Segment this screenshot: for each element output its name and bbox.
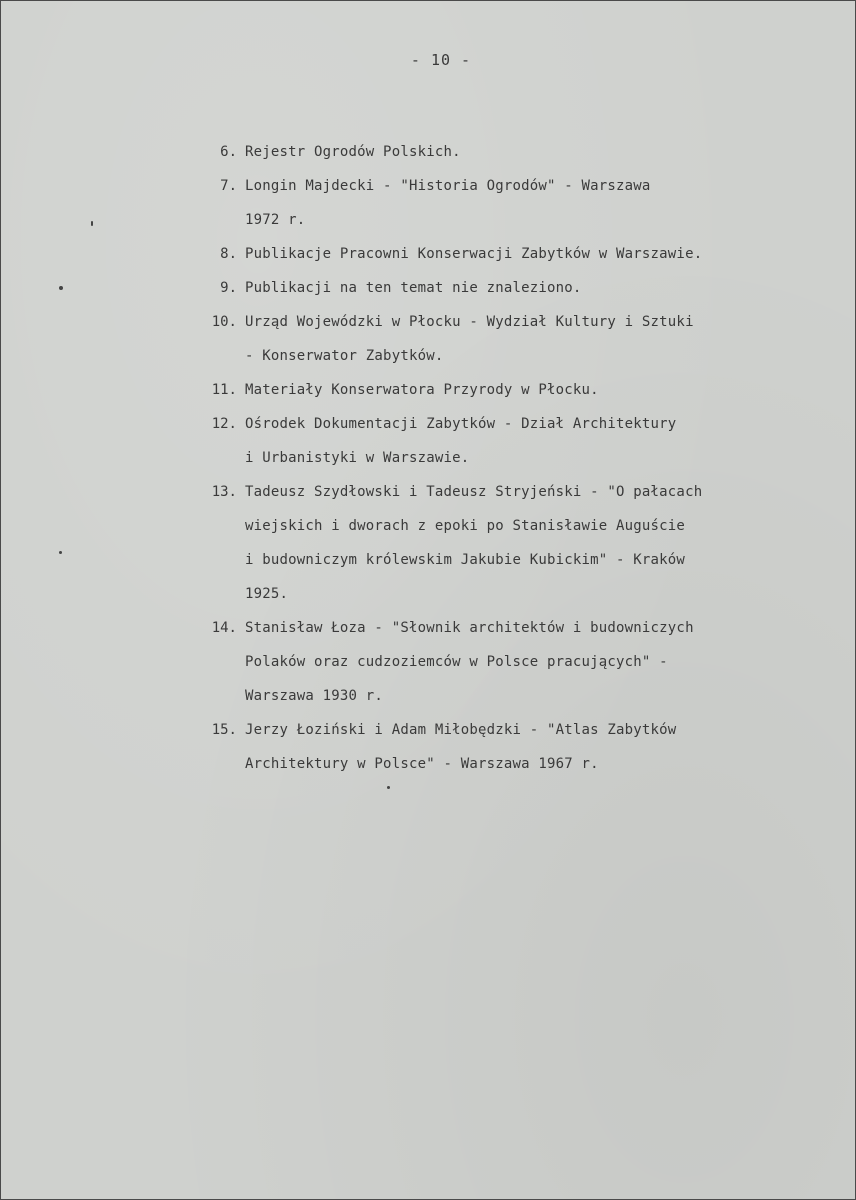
entry-text: Warszawa 1930 r. xyxy=(245,688,384,704)
entry-text: i budowniczym królewskim Jakubie Kubickim" - Kraków xyxy=(245,552,686,568)
entry-text: Publikacje Pracowni Konserwacji Zabytków w Warszawie. xyxy=(245,246,703,262)
entry-number: 7. xyxy=(220,178,237,194)
entry-text: Rejestr Ogrodów Polskich. xyxy=(245,144,461,160)
page-number: - 10 - xyxy=(410,51,472,69)
list-item xyxy=(201,305,821,373)
list-item xyxy=(201,169,821,237)
entry-text: i Urbanistyki w Warszawie. xyxy=(245,450,470,466)
ink-speck xyxy=(91,221,93,226)
entry-text: wiejskich i dworach z epoki po Stanisławie Auguście xyxy=(245,518,686,534)
entry-number: 11. xyxy=(211,382,237,398)
list-item xyxy=(201,135,821,169)
entry-number: 12. xyxy=(211,416,237,432)
entry-number: 13. xyxy=(211,484,237,500)
entry-number: 15. xyxy=(211,722,237,738)
entry-number: 8. xyxy=(220,246,237,262)
entry-text: Urząd Wojewódzki w Płocku - Wydział Kultury i Sztuki xyxy=(245,314,694,330)
list-item xyxy=(201,611,821,713)
list-item xyxy=(201,271,821,305)
entry-number: 14. xyxy=(211,620,237,636)
entry-text: Tadeusz Szydłowski i Tadeusz Stryjeński - "O pałacach xyxy=(245,484,703,500)
list-item xyxy=(201,237,821,271)
ink-speck xyxy=(387,786,390,789)
entry-text: Architektury w Polsce" - Warszawa 1967 r. xyxy=(245,756,599,772)
bibliography-list xyxy=(201,135,821,781)
entry-text: Ośrodek Dokumentacji Zabytków - Dział Architektury xyxy=(245,416,677,432)
entry-text: - Konserwator Zabytków. xyxy=(245,348,444,364)
ink-speck xyxy=(59,551,62,554)
entry-number: 10. xyxy=(211,314,237,330)
list-item xyxy=(201,475,821,611)
list-item xyxy=(201,713,821,781)
entry-text: Materiały Konserwatora Przyrody w Płocku. xyxy=(245,382,599,398)
entry-text: Stanisław Łoza - "Słownik architektów i budowniczych xyxy=(245,620,694,636)
entry-number: 9. xyxy=(220,280,237,296)
entry-text: Publikacji na ten temat nie znaleziono. xyxy=(245,280,582,296)
entry-number: 6. xyxy=(220,144,237,160)
entry-text: 1925. xyxy=(245,586,289,602)
ink-speck xyxy=(59,286,63,290)
entry-text: 1972 r. xyxy=(245,212,306,228)
list-item xyxy=(201,373,821,407)
list-item xyxy=(201,407,821,475)
entry-text: Jerzy Łoziński i Adam Miłobędzki - "Atlas Zabytków xyxy=(245,722,677,738)
entry-text: Polaków oraz cudzoziemców w Polsce pracujących" - xyxy=(245,654,668,670)
entry-text: Longin Majdecki - "Historia Ogrodów" - Warszawa xyxy=(245,178,651,194)
